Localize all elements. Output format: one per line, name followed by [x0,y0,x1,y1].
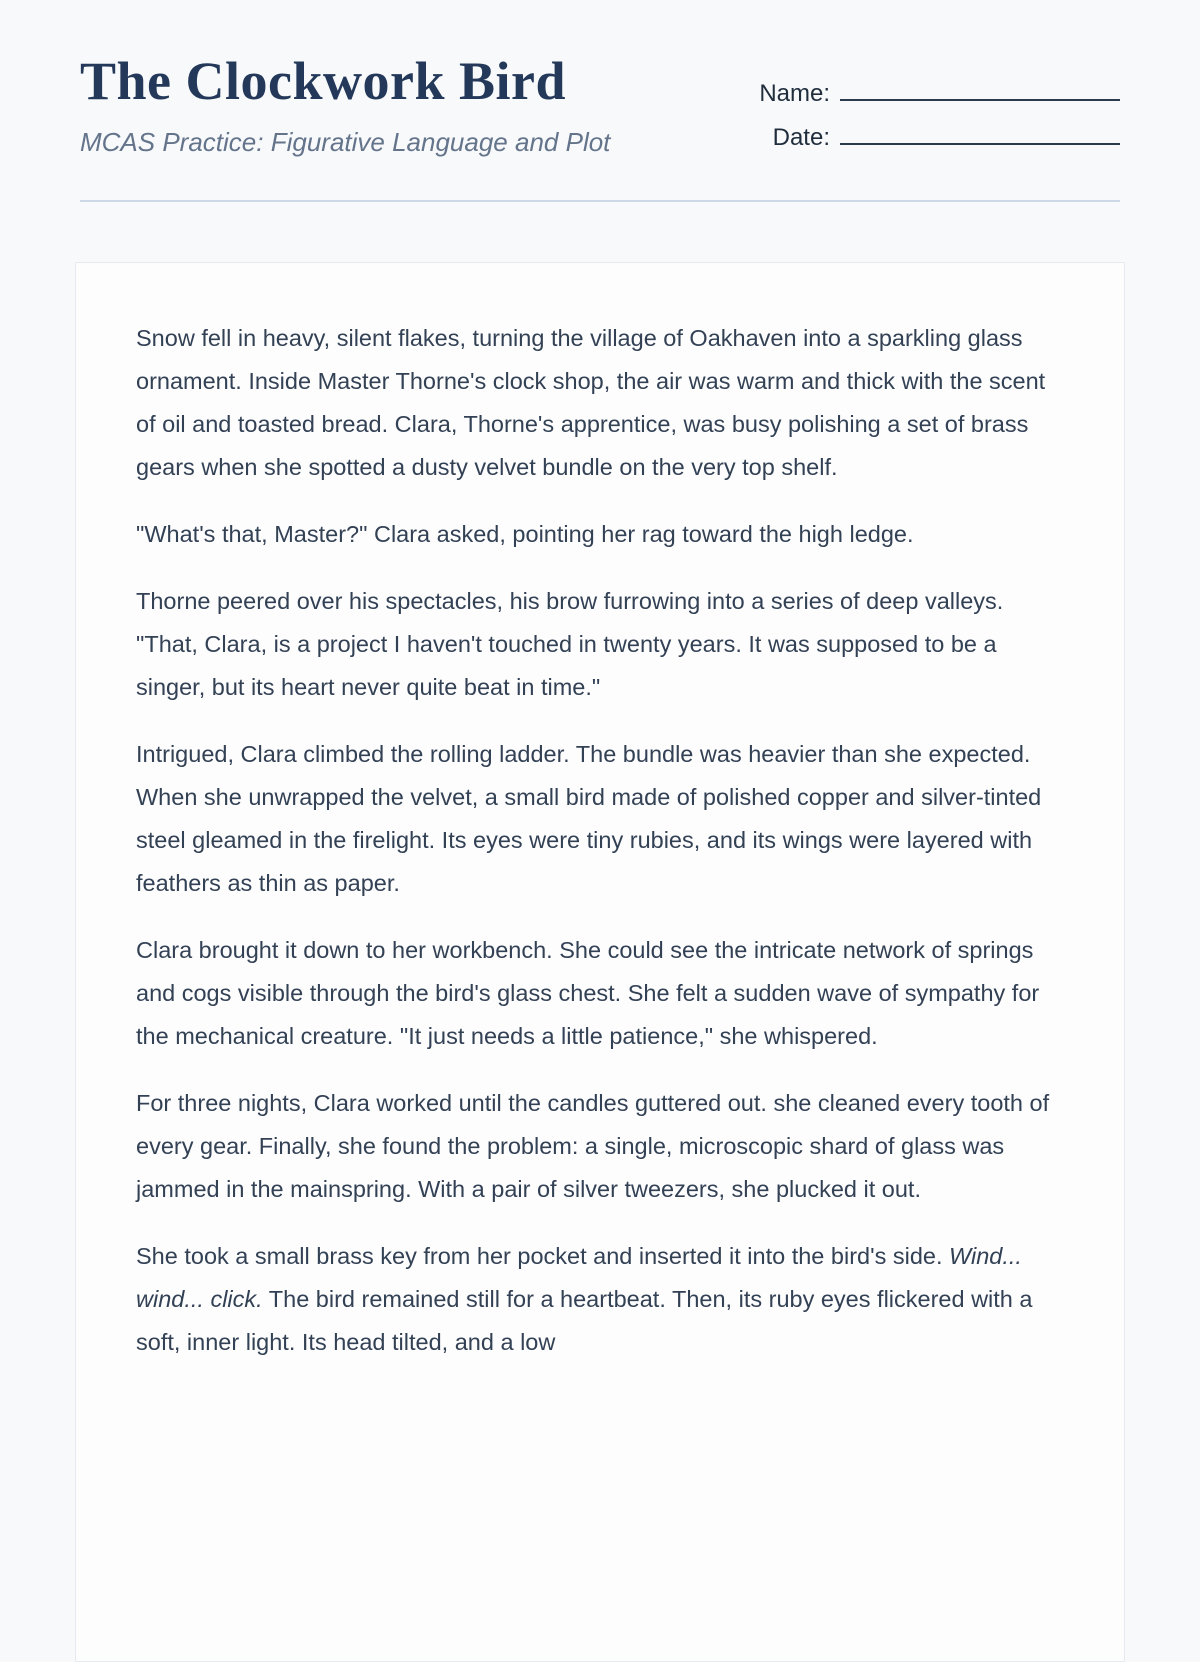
date-blank-line [840,129,1120,145]
page-title: The Clockwork Bird [80,51,567,111]
passage-paragraph: Intrigued, Clara climbed the rolling ladder. The bundle was heavier than she expected. When she unwrapped the velvet, a small bird made of polished copper and silver-tinted steel gleamed in the firelight. Its eyes were tiny rubies, and its wings were layered with feathers as thin as paper. [136,741,1042,896]
passage-paragraph: She took a small brass key from her pocket and inserted it into the bird's side. Wind... wind... click. The bird remained still for a heartbeat. Then, its ruby eyes flickered with a soft, inner light. Its head tilted, and a low [136,1243,1033,1355]
worksheet-header [0,0,1200,202]
header-divider [80,200,1120,202]
passage-paragraph: Thorne peered over his spectacles, his brow furrowing into a series of deep valleys. "That, Clara, is a project I haven't touched in twenty years. It was supposed to be a singer, but its heart never quite beat in time." [136,588,1004,700]
passage-paragraph: "What's that, Master?" Clara asked, pointing her rag toward the high ledge. [136,521,914,547]
page-subtitle: MCAS Practice: Figurative Language and Plot [80,127,611,158]
name-date-fields [759,52,1120,168]
name-label: Name: [759,80,830,107]
passage-paragraphs [136,317,1064,1364]
header-row [80,52,1120,168]
date-label: Date: [772,124,830,151]
passage-paragraph: Clara brought it down to her workbench. She could see the intricate network of springs and cogs visible through the bird's glass chest. She felt a sudden wave of sympathy for the mechanical creature. "It just needs a little patience," she whispered. [136,937,1040,1049]
date-field-row [759,124,1120,152]
title-block [80,52,759,158]
name-blank-line [840,85,1120,101]
passage-paragraph: For three nights, Clara worked until the candles guttered out. she cleaned every tooth of every gear. Finally, she found the problem: a single, microscopic shard of glass was jammed in the mainspring. With a pair of silver tweezers, she plucked it out. [136,1090,1050,1202]
passage-box [75,262,1125,1662]
name-field-row [759,80,1120,108]
passage-paragraph: Snow fell in heavy, silent flakes, turning the village of Oakhaven into a sparkling glass ornament. Inside Master Thorne's clock shop, the air was warm and thick with the scent of oil and toasted bread. Clara, Thorne's apprentice, was busy polishing a set of brass gears when she spotted a dusty velvet bundle on the very top shelf. [136,325,1046,480]
